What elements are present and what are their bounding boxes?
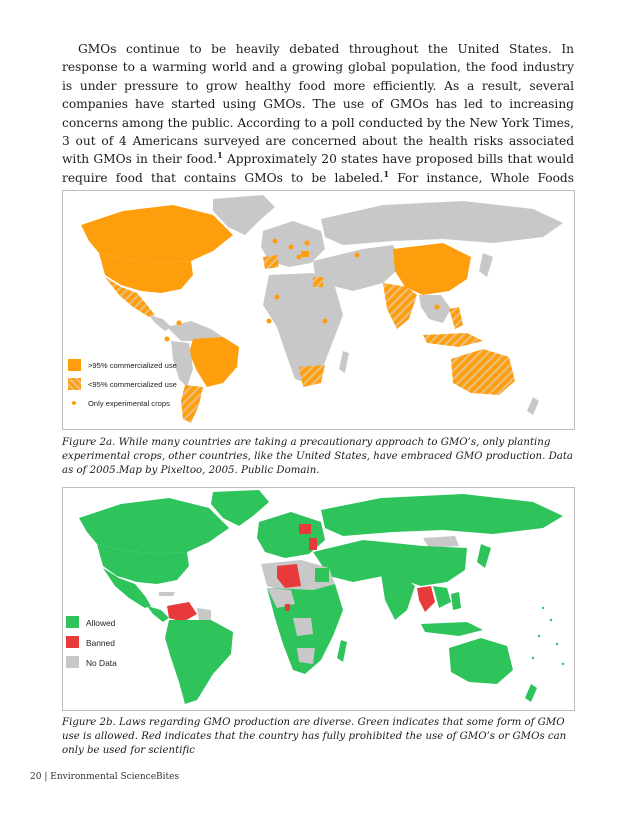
experimental-dot xyxy=(297,255,302,260)
experimental-dot xyxy=(435,305,440,310)
body-text-part3: For instance, Whole Foods xyxy=(397,170,574,185)
madagascar xyxy=(339,351,349,373)
south-america xyxy=(165,620,233,704)
legend-label-experimental: Only experimental crops xyxy=(88,399,170,408)
footnote-ref-2: 1 xyxy=(383,168,390,179)
madagascar xyxy=(337,640,347,662)
russia xyxy=(321,494,563,536)
experimental-dot xyxy=(273,239,278,244)
new-zealand xyxy=(525,684,537,702)
romania xyxy=(301,251,309,257)
footer-separator: | xyxy=(44,772,48,782)
indonesia xyxy=(423,333,483,347)
southeast-asia xyxy=(433,586,451,608)
experimental-dot xyxy=(323,319,328,324)
experimental-dot xyxy=(305,241,310,246)
poland xyxy=(299,524,311,534)
figure-2b-caption: Figure 2b. Laws regarding GMO production are diverse. Green indicates that some form of GMO use is allowed. Red indicates that the country has fully prohibited the use of GMO’s or GMOs can only be used for scientific xyxy=(62,717,567,756)
egypt xyxy=(313,277,323,287)
legend-label-banned: Banned xyxy=(86,638,115,648)
solid-swatch xyxy=(68,359,81,371)
experimental-dot xyxy=(165,337,170,342)
page-footer xyxy=(30,772,179,782)
balkans xyxy=(309,538,317,550)
figure-2a-caption: Figure 2a. While many countries are taking a precautionary approach to GMO’s, only planting experimental crops, other countries, like the United States, have embraced GMO production. Data as of 2005.Map by Pixeltoo, 2005. Public Domain. xyxy=(62,437,573,476)
legend-label-allowed: Allowed xyxy=(86,618,116,628)
australia xyxy=(449,638,513,684)
russia xyxy=(321,201,563,245)
southern-africa xyxy=(297,648,315,664)
central-america xyxy=(147,606,169,622)
new-zealand xyxy=(527,397,539,415)
south-africa xyxy=(299,365,325,387)
central-america xyxy=(149,315,171,331)
publication-name: Environmental ScienceBites xyxy=(50,772,180,782)
cuba xyxy=(159,592,175,596)
japan xyxy=(479,253,493,277)
philippines xyxy=(451,592,461,610)
venezuela xyxy=(167,602,197,622)
australia xyxy=(451,349,515,395)
indonesia xyxy=(421,622,483,636)
experimental-dot xyxy=(275,295,280,300)
thailand xyxy=(417,586,435,612)
mongolia xyxy=(423,536,459,548)
gmo-commercialization-map xyxy=(62,190,575,430)
world-map-2b xyxy=(63,488,574,710)
world-map-2a xyxy=(63,191,574,429)
argentina xyxy=(181,385,203,423)
legend-label-under95: <95% commercialized use xyxy=(88,380,177,389)
spain xyxy=(263,255,279,269)
experimental-dot xyxy=(355,253,360,258)
egypt xyxy=(315,568,329,582)
dot-swatch xyxy=(68,397,81,409)
experimental-dot xyxy=(289,245,294,250)
experimental-dot xyxy=(177,321,182,326)
footnote-ref-1: 1 xyxy=(217,150,223,161)
experimental-dot xyxy=(267,319,272,324)
guianas xyxy=(197,608,211,620)
legend-label-no-data: No Data xyxy=(86,658,117,668)
body-text-part1: GMOs continue to be heavily debated throughout the United States. In response to a warming world and a growing global population, the food industry is under pressure to grow healthy food more efficiently. As a result, several companies have started using GMOs. The use of GMOs has led to increasing concerns among the public. According to a poll conducted by the New York Times, 3 out of 4 Americans surveyed are concerned about the health risks associated with GMOs in their food. xyxy=(62,42,574,167)
red-swatch xyxy=(66,636,79,648)
southeast-asia xyxy=(419,295,451,323)
green-swatch xyxy=(66,616,79,628)
hatched-swatch xyxy=(68,378,81,390)
brazil xyxy=(189,337,239,387)
gmo-laws-map xyxy=(62,487,575,711)
africa xyxy=(263,273,343,383)
europe xyxy=(257,512,325,558)
philippines xyxy=(449,307,463,329)
benin xyxy=(285,604,290,611)
legend-label-over95: >95% commercialized use xyxy=(88,361,177,370)
pacific-islands xyxy=(532,607,564,665)
page-number: 20 xyxy=(30,772,42,782)
gray-swatch xyxy=(66,656,79,668)
body-text-part2: Approximately 20 states have proposed bills that would require food that contains GMOs to be labeled. xyxy=(62,152,575,185)
japan xyxy=(477,544,491,568)
